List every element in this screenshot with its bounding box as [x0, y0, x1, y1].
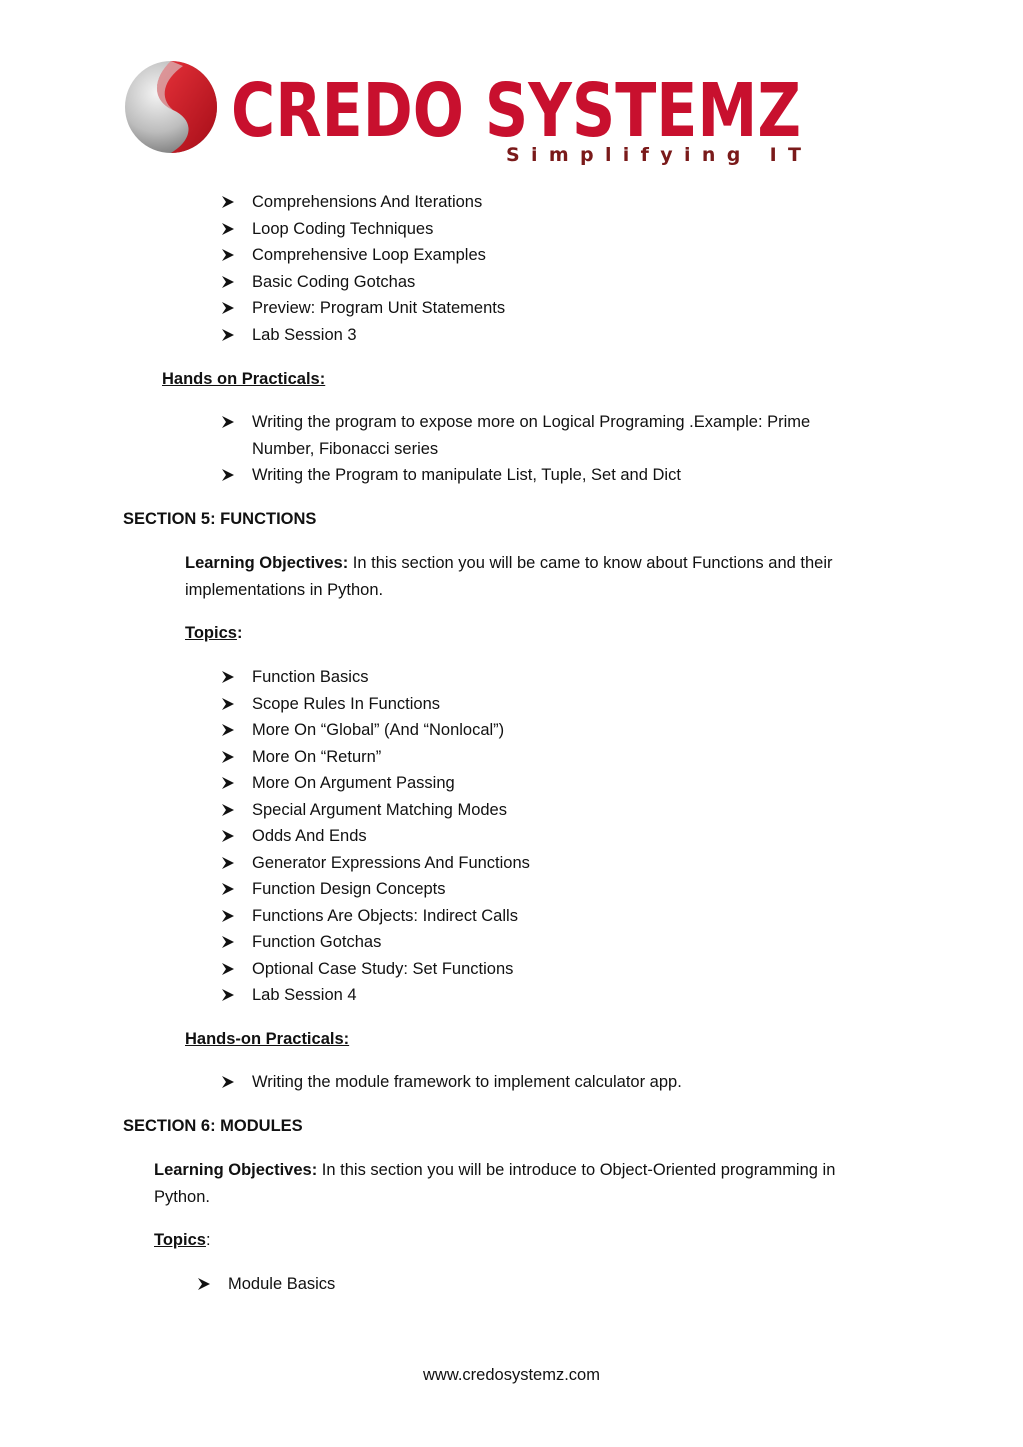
arrow-bullet-icon — [222, 936, 234, 948]
arrow-bullet-icon — [222, 830, 234, 842]
objectives-label: Learning Objectives: — [154, 1161, 318, 1179]
list-item: Function Gotchas — [222, 929, 530, 956]
list-item: Scope Rules In Functions — [222, 691, 530, 718]
arrow-bullet-icon — [222, 671, 234, 683]
arrow-bullet-icon — [222, 857, 234, 869]
list-item: Writing the module framework to implement calculator app. — [222, 1069, 682, 1096]
list-item: More On “Return” — [222, 744, 530, 771]
objectives-text: In this section you will be came to know about Functions and their implementations in Python. — [185, 554, 833, 599]
arrow-bullet-icon — [222, 804, 234, 816]
arrow-bullet-icon — [222, 963, 234, 975]
arrow-bullet-icon — [222, 910, 234, 922]
arrow-bullet-icon — [222, 276, 234, 288]
arrow-bullet-icon — [222, 469, 234, 481]
section5-objectives — [185, 550, 875, 603]
arrow-bullet-icon — [222, 223, 234, 235]
section4-practicals-heading: Hands on Practicals: — [162, 370, 326, 388]
section6-topics-heading: Topics: — [154, 1231, 211, 1249]
logo-wordmark: CREDO SYSTEMZ — [231, 68, 801, 154]
list-item: Preview: Program Unit Statements — [222, 295, 505, 322]
arrow-bullet-icon — [222, 416, 234, 428]
arrow-bullet-icon — [222, 1076, 234, 1088]
footer-url: www.credosystemz.com — [423, 1366, 600, 1384]
list-item: Basic Coding Gotchas — [222, 269, 505, 296]
arrow-bullet-icon — [222, 196, 234, 208]
list-item: Writing the program to expose more on Logical Programing .Example: Prime Number, Fibonacci series — [222, 409, 862, 462]
list-item: Comprehensive Loop Examples — [222, 242, 505, 269]
arrow-bullet-icon — [222, 777, 234, 789]
arrow-bullet-icon — [222, 883, 234, 895]
list-item: Odds And Ends — [222, 823, 530, 850]
list-item: More On Argument Passing — [222, 770, 530, 797]
arrow-bullet-icon — [222, 698, 234, 710]
section6-topics-list — [198, 1271, 335, 1298]
list-item: Optional Case Study: Set Functions — [222, 956, 530, 983]
arrow-bullet-icon — [222, 724, 234, 736]
objectives-text: In this section you will be introduce to Object-Oriented programming in Python. — [154, 1161, 836, 1206]
section5-practicals-heading: Hands-on Practicals: — [185, 1030, 350, 1048]
arrow-bullet-icon — [222, 989, 234, 1001]
arrow-bullet-icon — [222, 751, 234, 763]
objectives-label: Learning Objectives: — [185, 554, 349, 572]
section5-topics-list — [222, 664, 530, 1009]
list-item: Generator Expressions And Functions — [222, 850, 530, 877]
arrow-bullet-icon — [222, 302, 234, 314]
list-item: Loop Coding Techniques — [222, 216, 505, 243]
list-item: More On “Global” (And “Nonlocal”) — [222, 717, 530, 744]
list-item: Function Basics — [222, 664, 530, 691]
section6-objectives — [154, 1157, 884, 1210]
arrow-bullet-icon — [222, 249, 234, 261]
list-item: Lab Session 4 — [222, 982, 530, 1009]
section4-practicals-list — [222, 409, 862, 489]
list-item: Lab Session 3 — [222, 322, 505, 349]
list-item: Module Basics — [198, 1271, 335, 1298]
section4-topics-list — [222, 189, 505, 348]
section5-title: SECTION 5: FUNCTIONS — [123, 510, 317, 528]
section5-practicals-list — [222, 1069, 682, 1096]
list-item: Writing the Program to manipulate List, Tuple, Set and Dict — [222, 462, 862, 489]
arrow-bullet-icon — [222, 329, 234, 341]
logo-tagline: Simplifying IT — [506, 144, 801, 166]
list-item: Functions Are Objects: Indirect Calls — [222, 903, 530, 930]
company-logo — [123, 60, 803, 170]
arrow-bullet-icon — [198, 1278, 210, 1290]
section6-title: SECTION 6: MODULES — [123, 1117, 303, 1135]
list-item: Comprehensions And Iterations — [222, 189, 505, 216]
section5-topics-heading: Topics: — [185, 624, 243, 642]
list-item: Special Argument Matching Modes — [222, 797, 530, 824]
logo-graphic — [123, 60, 803, 170]
list-item: Function Design Concepts — [222, 876, 530, 903]
